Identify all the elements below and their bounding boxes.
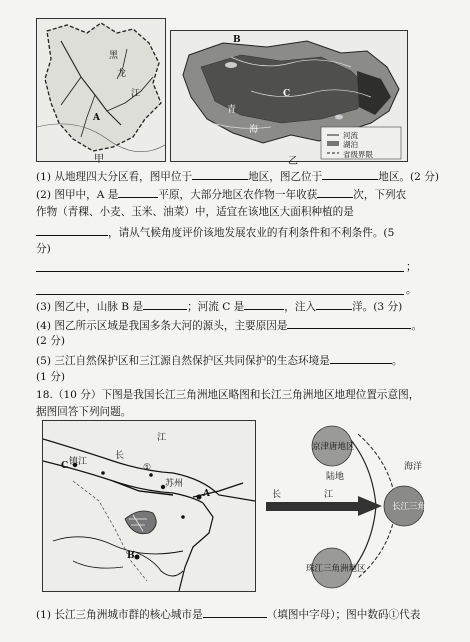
q3-blank-mountain[interactable]: [143, 298, 187, 310]
bottom-maps: [42, 420, 442, 592]
label-delta-c: C: [61, 461, 69, 471]
label-delta-b: B: [127, 551, 135, 561]
label-b: B: [233, 35, 241, 45]
question-2-line-2: 作物（青稞、小麦、玉米、油菜）中，适宜在该地区大面积种植的是: [36, 206, 354, 218]
label-jingjinji: 京津唐地区: [312, 442, 355, 452]
q2-blank-crop[interactable]: [36, 224, 108, 236]
question-2-line-1: (2) 图甲中，A 是 平原，大部分地区农作物一年收获 次，下列农: [36, 186, 432, 203]
q2-answer-line-1[interactable]: [36, 270, 404, 272]
label-long: 龙: [117, 69, 127, 79]
q4-blank[interactable]: [287, 317, 411, 329]
caption-yi: 乙: [288, 156, 298, 167]
label-diag-delta: 长江三角: [392, 502, 427, 512]
question-18-1: (1) 长江三角洲城市群的核心城市是 （填图中字母）；图中数码①代表: [36, 606, 432, 623]
q5-blank[interactable]: [330, 352, 392, 364]
question-5-score: (1 分): [36, 371, 65, 383]
q3-blank-ocean[interactable]: [316, 298, 352, 310]
label-zhujiang: 珠江三角洲地区: [306, 564, 366, 574]
legend-lake: 湖泊: [343, 140, 358, 149]
question-5: (5) 三江自然保护区和三江源自然保护区共同保护的生态环境是 。: [36, 352, 432, 369]
q1-blank-2[interactable]: [322, 168, 378, 180]
label-ludi: 陆地: [326, 472, 345, 482]
label-hai: 海: [249, 125, 259, 135]
label-c: C: [283, 89, 291, 99]
label-delta-jiang: 江: [157, 433, 167, 443]
q2-answer-line-2[interactable]: [36, 293, 404, 295]
map-yangtze-delta: [42, 420, 256, 592]
label-qing: 青: [227, 105, 237, 115]
legend-boundary: 省级界限: [343, 150, 373, 159]
label-hei: 黑: [109, 51, 119, 61]
question-18-line-2: 据图回答下列问题。: [36, 406, 132, 418]
top-maps: [36, 18, 408, 167]
caption-jia: 甲: [94, 154, 104, 165]
question-2-line-4: 分): [36, 243, 51, 255]
label-delta-one: ①: [143, 463, 152, 473]
question-2-line-3: ，请从气候角度评价该地发展农业的有利条件和不利条件。(5: [36, 224, 432, 241]
question-3: (3) 图乙中，山脉 B 是 ；河流 C 是 ，注入 洋。(3 分): [36, 298, 432, 315]
map-yi: [170, 30, 408, 162]
q3-blank-river[interactable]: [244, 298, 284, 310]
label-delta-a: A: [203, 489, 210, 499]
q1-blank-1[interactable]: [192, 168, 248, 180]
q2-semicolon: ；: [406, 261, 417, 273]
label-zhenjiang: 镇江: [69, 457, 88, 467]
label-suzhou: 苏州: [165, 479, 184, 489]
map-jia-drawing: [37, 19, 165, 161]
label-haiyang: 海洋: [404, 462, 423, 472]
map-delta-drawing: [43, 421, 255, 591]
question-18-line-1: 18.（10 分）下图是我国长江三角洲地区略图和长江三角洲地区地理位置示意图，: [36, 389, 420, 401]
label-diag-jiang: 江: [324, 490, 334, 500]
question-4-score: (2 分): [36, 335, 65, 347]
label-diag-chang: 长: [272, 490, 282, 500]
label-jiang: 江: [131, 89, 141, 99]
map-jia: [36, 18, 166, 162]
label-a: A: [93, 113, 100, 123]
legend-river: 河流: [343, 131, 358, 140]
label-delta-chang: 长: [115, 451, 125, 461]
location-diagram: [264, 420, 442, 592]
question-1: (1) 从地理四大分区看，图甲位于 地区，图乙位于 地区。(2 分): [36, 168, 432, 185]
q2-blank-harvest[interactable]: [317, 186, 353, 198]
q2-period: 。: [406, 284, 417, 296]
question-4: (4) 图乙所示区域是我国多条大河的源头，主要原因是 。: [36, 317, 432, 334]
q2-blank-plain[interactable]: [118, 186, 158, 198]
q18-1-blank[interactable]: [203, 606, 267, 618]
